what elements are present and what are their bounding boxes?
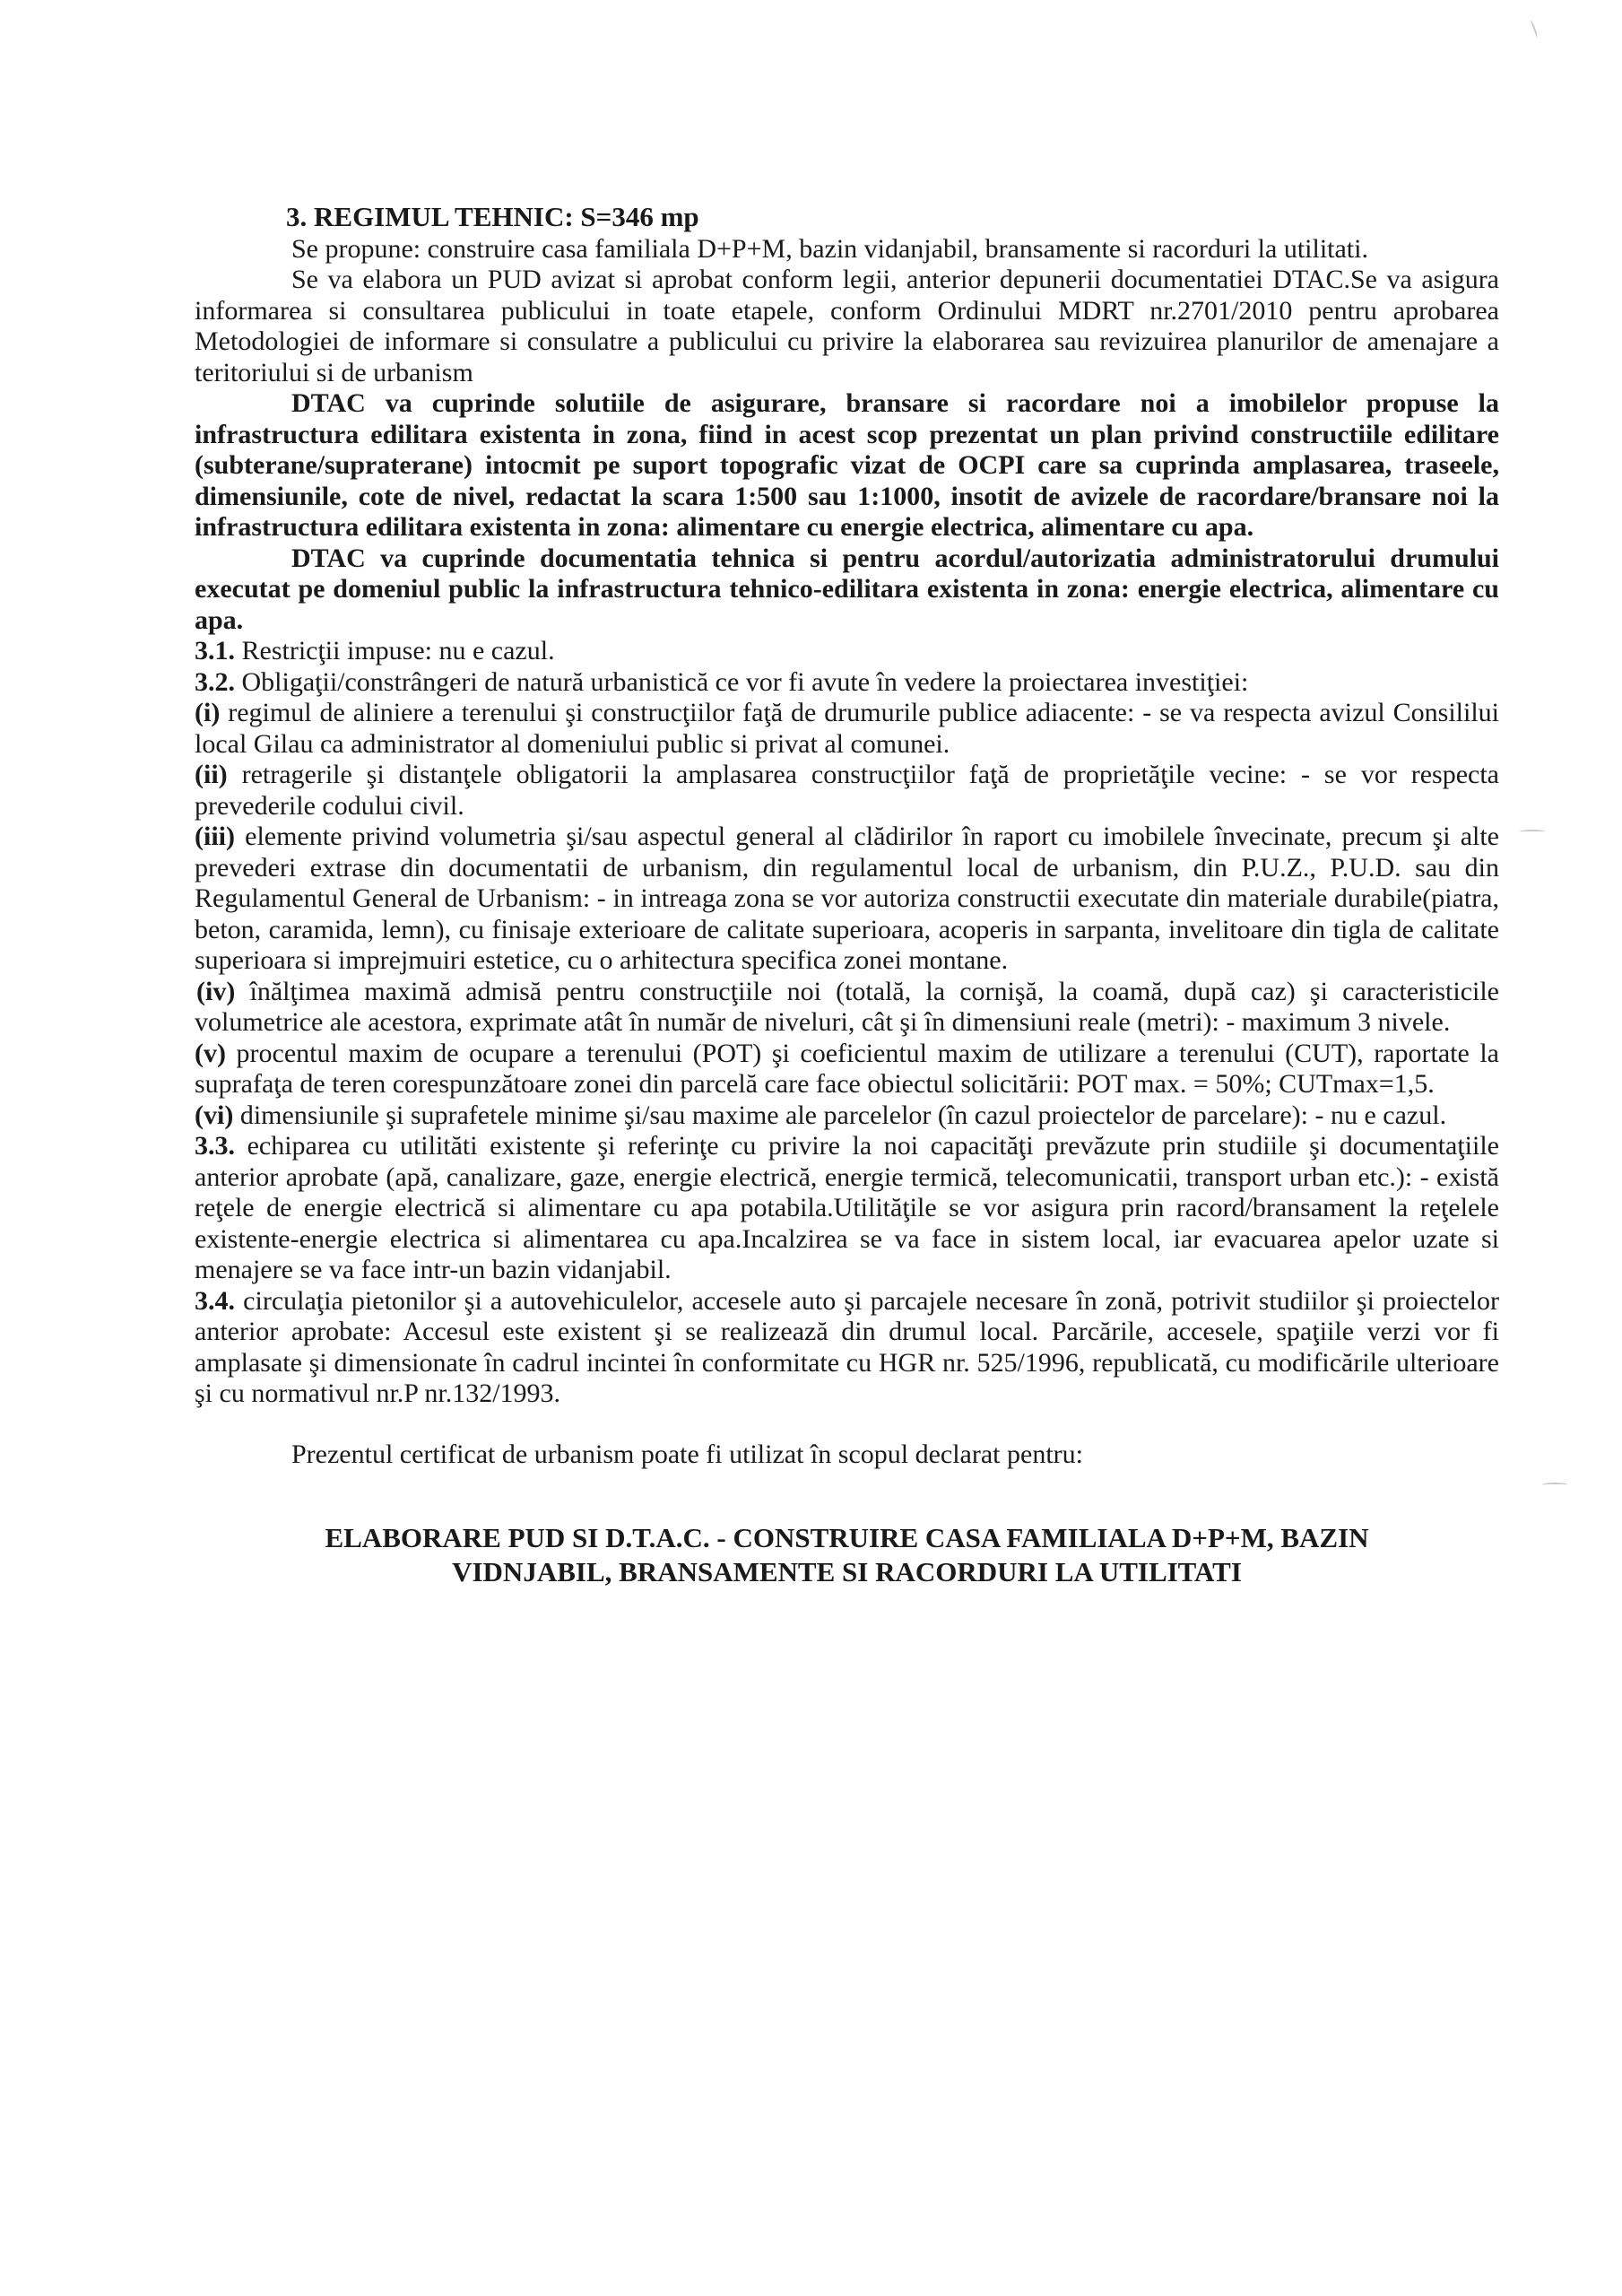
- item-text: elemente privind volumetria şi/sau aspectul general al clădirilor în raport cu imobilele învecinate, precum şi alte prevederi extrase din documentatii de urbanism, din regulamentul local de urbanism, din P.U.Z., P.U.D. sau din Regulamentul General de Urbanism: - in intreaga zona se vor autoriza constructii executate din materiale durabile(piatra, beton, caramida, lemn), cu finisaje exterioare de calitate superioara, acoperis in sarpanta, invelitoare din tigla de calitate superioara si imprejmuiri estetice, cu o arhitectura specifica zonei montane.: [195, 822, 1499, 975]
- item-text: dimensiunile şi suprafetele minime şi/sau maxime ale parcelelor (în cazul proiectelor de parcelare): - nu e cazul.: [233, 1100, 1447, 1130]
- section-3-title: 3. REGIMUL TEHNIC: S=346 mp: [286, 201, 699, 232]
- subsection-number: 3.2.: [195, 666, 235, 697]
- declared-purpose-line: ELABORARE PUD SI D.T.A.C. - CONSTRUIRE CASA FAMILIALA D+P+M, BAZIN: [325, 1522, 1369, 1553]
- subsection-3-3: [195, 1131, 1499, 1286]
- item-iii: [195, 822, 1499, 977]
- declared-purpose-line: VIDNJABIL, BRANSAMENTE SI RACORDURI LA UTILITATI: [452, 1556, 1242, 1587]
- subsection-text: Obligaţii/constrângeri de natură urbanistică ce vor fi avute în vedere la proiectarea investiţiei:: [235, 666, 1249, 697]
- item-vi: [195, 1100, 1499, 1132]
- item-text: procentul maxim de ocupare a terenului (POT) şi coeficientul maxim de utilizare a terenului (CUT), raportate la suprafaţa de teren corespunzătoare zonei din parcelă care face obiectul solicitării: POT max. = 50%; CUTmax=1,5.: [195, 1038, 1499, 1099]
- item-i: [195, 698, 1499, 760]
- subsection-number: 3.3.: [195, 1131, 235, 1161]
- dtac-requirements-paragraph: DTAC va cuprinde documentatia tehnica si pentru acordul/autorizatia administratorului drumului executat pe domeniul public la infrastructura tehnico-edilitara existenta in zona: energie electrica, alimentare cu apa.: [195, 543, 1499, 635]
- subsection-3-4: [195, 1286, 1499, 1410]
- item-label: (v): [195, 1038, 226, 1068]
- section-3-paragraph: Se propune: construire casa familiala D+P+M, bazin vidanjabil, bransamente si racorduri la utilitati.: [291, 233, 1368, 264]
- scan-artifact: [1528, 20, 1539, 39]
- item-label: (vi): [195, 1100, 234, 1130]
- scan-artifact: [1520, 830, 1545, 834]
- subsection-number: 3.4.: [195, 1285, 235, 1316]
- item-label: (iii): [195, 822, 235, 851]
- subsection-text: circulaţia pietonilor şi a autovehiculelor, accesele auto şi parcajele necesare în zonă, potrivit studiilor şi proiectelor anterior aprobate: Accesul este existent şi se realizează din drumul local. Parcările, accesele, spaţiile verzi vor fi amplasate şi dimensionate în cadrul incintei în conformitate cu HGR nr. 525/1996, republicată, cu modificările ulterioare şi cu normativul nr.P nr.132/1993.: [195, 1285, 1499, 1408]
- document-page: [195, 202, 1499, 1589]
- subsection-3-2: [195, 667, 1499, 699]
- item-text: retragerile şi distanţele obligatorii la amplasarea construcţiilor faţă de proprietăţile vecine: - se vor respecta prevederile codului civil.: [195, 760, 1499, 821]
- declared-purpose: [195, 1521, 1499, 1589]
- scan-artifact: [1542, 1483, 1567, 1487]
- item-label: (iv): [196, 976, 236, 1006]
- item-iv: [195, 977, 1499, 1039]
- item-label: (ii): [195, 760, 228, 789]
- closing-statement: Prezentul certificat de urbanism poate fi utilizat în scopul declarat pentru:: [291, 1439, 1083, 1469]
- item-text: regimul de aliniere a terenului şi construcţiilor faţă de drumurile publice adiacente: - se va respecta avizul Consililui local Gilau ca administrator al domeniului public si privat al comunei.: [195, 698, 1499, 759]
- item-label: (i): [195, 698, 221, 727]
- section-3-paragraph: Se va elabora un PUD avizat si aprobat conform legii, anterior depunerii documentatiei DTAC.Se va asigura informarea si consultarea publicului in toate etapele, conform Ordinului MDRT nr.2701/2010 pentru aprobarea Metodologiei de informare si consulatre a publicului cu privire la elaborarea sau revizuirea planurilor de amenajare a teritoriului si de urbanism: [195, 265, 1499, 387]
- subsection-text: Restricţii impuse: nu e cazul.: [235, 636, 555, 665]
- dtac-requirements-paragraph: DTAC va cuprinde solutiile de asigurare, bransare si racordare noi a imobilelor propuse la infrastructura edilitara existenta in zona, fiind in acest scop prezentat un plan privind constructiile edilitare (subterane/supraterane) intocmit pe suport topografic vizat de OCPI care sa cuprinda amplasarea, traseele, dimensiunile, cote de nivel, redactat la scara 1:500 sau 1:1000, insotit de avizele de racordare/bransare noi la infrastructura edilitara existenta in zona: alimentare cu energie electrica, alimentare cu apa.: [195, 388, 1499, 542]
- item-text: înălţimea maximă admisă pentru construcţiile noi (totală, la cornişă, la coamă, după caz) şi caracteristicile volumetrice ale acestora, exprimate atât în număr de niveluri, cât şi în dimensiuni reale (metri): - maximum 3 nivele.: [195, 976, 1499, 1037]
- item-ii: [195, 760, 1499, 822]
- subsection-number: 3.1.: [195, 636, 235, 665]
- subsection-text: echiparea cu utilităti existente şi referinţe cu privire la noi capacităţi prevăzute prin studiile şi documentaţiile anterior aprobate (apă, canalizare, gaze, energie electrică, energie termică, telecomunicatii, transport urban etc.): - există reţele de energie electrică si alimentare cu apa potabila.Utilităţile se vor asigura prin racord/bransament la reţelele existente-energie electrica si alimentarea cu apa.Incalzirea se va face in sistem local, iar evacuarea apelor uzate si menajere se va face intr-un bazin vidanjabil.: [195, 1131, 1499, 1284]
- subsection-3-1: [195, 636, 1499, 667]
- item-v: [195, 1039, 1499, 1100]
